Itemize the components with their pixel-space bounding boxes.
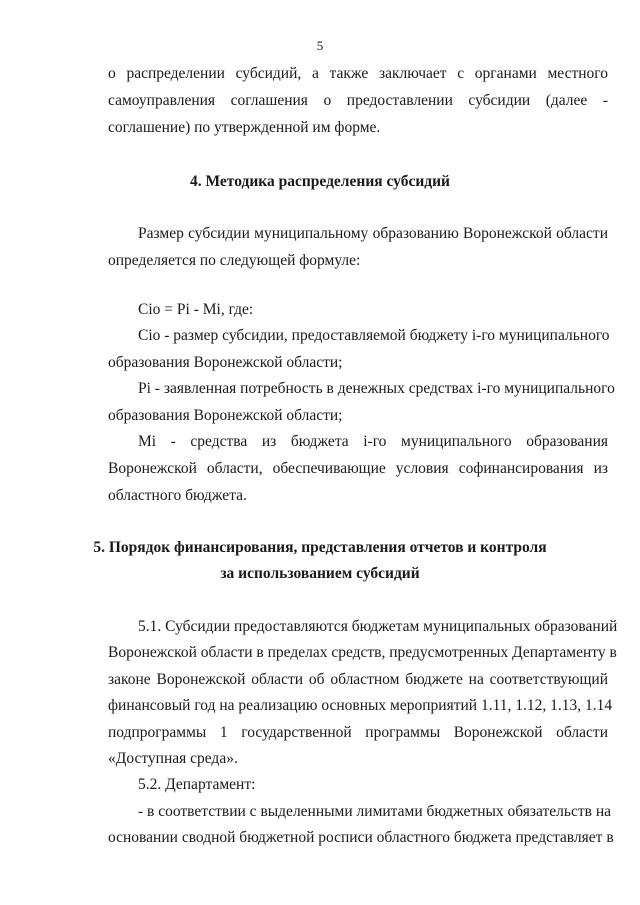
formula: Сio = Pi - Mi, где:	[138, 301, 254, 318]
section4-heading: 4. Методика распределения субсидий	[190, 173, 450, 190]
section5-heading-line-1: 5. Порядок финансирования, представления отчетов и контроля	[93, 539, 547, 556]
def3-line-2: Воронежской области, обеспечивающие условия софинансирования из	[108, 460, 608, 477]
p52-item-line-1: - в соответствии с выделенными лимитами бюджетных обязательств на	[138, 803, 612, 820]
def3-line-3: областного бюджета.	[108, 487, 247, 504]
intro-line-2: самоуправления соглашения о предоставлении субсидии (далее -	[108, 92, 608, 109]
def2-line-1: Pi - заявленная потребность в денежных средствах i-го муниципального	[138, 380, 615, 397]
p51-line-2: Воронежской области в пределах средств, предусмотренных Департаменту в	[108, 644, 617, 661]
def2-line-2: образования Воронежской области;	[108, 407, 343, 424]
p51-line-5: подпрограммы 1 государственной программы Воронежской области	[108, 724, 608, 741]
def1-line-2: образования Воронежской области;	[108, 354, 343, 371]
def3-line-1: Mi - средства из бюджета i-го муниципального образования	[138, 433, 608, 450]
p52-item-line-2: основании сводной бюджетной росписи областного бюджета представляет в	[108, 829, 614, 846]
section5-heading-line-2: за использованием субсидий	[220, 565, 420, 582]
p51-line-6: «Доступная среда».	[108, 750, 238, 767]
p51-line-1: 5.1. Субсидии предоставляются бюджетам муниципальных образований	[138, 618, 618, 635]
s4-p1-line-1: Размер субсидии муниципальному образованию Воронежской области	[138, 225, 608, 242]
p51-line-4: финансовый год на реализацию основных мероприятий 1.11, 1.12, 1.13, 1.14	[108, 697, 613, 714]
page-number: 5	[316, 38, 324, 53]
def1-line-1: Сio - размер субсидии, предоставляемой бюджету i-го муниципального	[138, 327, 610, 344]
intro-line-1: о распределении субсидий, а также заключает с органами местного	[108, 65, 608, 82]
p52: 5.2. Департамент:	[138, 776, 256, 793]
p51-line-3: законе Воронежской области об областном бюджете на соответствующий	[108, 671, 608, 688]
s4-p1-line-2: определяется по следующей формуле:	[108, 252, 361, 269]
intro-line-3: соглашение) по утвержденной им форме.	[108, 119, 381, 136]
